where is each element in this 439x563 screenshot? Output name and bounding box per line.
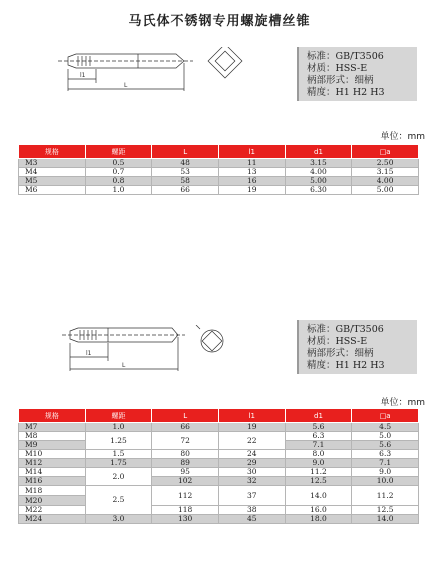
cell-L: 95	[152, 468, 219, 477]
dim-L-label: L	[122, 362, 126, 369]
col-header-pitch: 螺距	[85, 409, 152, 423]
cell-size: M22	[19, 506, 86, 515]
cell-l1: 29	[218, 459, 285, 468]
cell-pitch: 3.0	[85, 515, 152, 524]
cell-size: M10	[19, 450, 86, 459]
cell-size: M18	[19, 486, 86, 496]
cell-pitch: 0.8	[85, 177, 152, 186]
table-row	[19, 468, 419, 477]
spec-box-1	[297, 47, 417, 101]
spec-material: 材质：HSS-E	[307, 336, 368, 347]
cell-a: 4.00	[352, 177, 419, 186]
cell-size: M14	[19, 468, 86, 477]
cell-d1: 14.0	[285, 486, 352, 506]
cell-d1: 9.0	[285, 459, 352, 468]
col-header-d1: d1	[285, 145, 352, 159]
cell-pitch: 2.0	[85, 468, 152, 486]
cell-l1: 13	[218, 168, 285, 177]
spec-table-2	[18, 408, 419, 524]
cell-L: 112	[152, 486, 219, 506]
cell-a: 4.5	[352, 423, 419, 432]
cell-a: 10.0	[352, 477, 419, 486]
spec-shank: 柄部形式：细柄	[307, 348, 374, 359]
table-row	[19, 186, 419, 195]
cell-a: 3.15	[352, 168, 419, 177]
col-header-l1: l1	[218, 145, 285, 159]
dim-L-label: L	[124, 82, 128, 89]
cell-L: 80	[152, 450, 219, 459]
table-header-row	[19, 409, 419, 423]
cell-L: 72	[152, 432, 219, 450]
cell-pitch: 1.25	[85, 432, 152, 450]
cell-d1: 6.30	[285, 186, 352, 195]
cell-d1: 3.15	[285, 159, 352, 168]
cell-L: 130	[152, 515, 219, 524]
cell-d1: 18.0	[285, 515, 352, 524]
cell-size: M6	[19, 186, 86, 195]
cell-L: 58	[152, 177, 219, 186]
cell-l1: 32	[218, 477, 285, 486]
cell-L: 53	[152, 168, 219, 177]
cell-size: M4	[19, 168, 86, 177]
cell-pitch: 1.5	[85, 450, 152, 459]
cell-l1: 19	[218, 423, 285, 432]
cell-pitch: 1.0	[85, 186, 152, 195]
table-row	[19, 432, 419, 441]
spec-precision: 精度：H1 H2 H3	[307, 87, 385, 98]
cell-d1: 6.3	[285, 432, 352, 441]
cell-l1: 38	[218, 506, 285, 515]
cell-a: 7.1	[352, 459, 419, 468]
table-row	[19, 515, 419, 524]
cell-d1: 7.1	[285, 441, 352, 450]
cell-l1: 37	[218, 486, 285, 506]
col-header-l1: l1	[218, 409, 285, 423]
table-row	[19, 477, 419, 486]
spec-table-1	[18, 144, 419, 195]
cell-l1: 45	[218, 515, 285, 524]
col-header-a: □a	[352, 145, 419, 159]
cell-L: 89	[152, 459, 219, 468]
cell-a: 5.00	[352, 186, 419, 195]
cell-size: M16	[19, 477, 86, 486]
cell-a: 12.5	[352, 506, 419, 515]
col-header-L: L	[152, 409, 219, 423]
dim-l1-label: l1	[80, 72, 86, 79]
cell-size: M20	[19, 496, 86, 506]
col-header-size: 规格	[19, 145, 86, 159]
cell-L: 66	[152, 423, 219, 432]
table-row	[19, 506, 419, 515]
cell-a: 6.3	[352, 450, 419, 459]
col-header-size: 规格	[19, 409, 86, 423]
table-row	[19, 450, 419, 459]
cell-a: 2.50	[352, 159, 419, 168]
cell-pitch: 1.0	[85, 423, 152, 432]
cell-size: M9	[19, 441, 86, 450]
cell-size: M7	[19, 423, 86, 432]
cell-L: 118	[152, 506, 219, 515]
page-title: 马氏体不锈钢专用螺旋槽丝锥	[128, 14, 311, 29]
cell-size: M3	[19, 159, 86, 168]
cell-a: 5.6	[352, 441, 419, 450]
cell-d1: 11.2	[285, 468, 352, 477]
col-header-L: L	[152, 145, 219, 159]
cell-size: M24	[19, 515, 86, 524]
spec-box-2	[297, 320, 417, 374]
spec-material: 材质：HSS-E	[307, 63, 368, 74]
cell-d1: 8.0	[285, 450, 352, 459]
cell-pitch: 1.75	[85, 459, 152, 468]
cell-d1: 12.5	[285, 477, 352, 486]
cell-d1: 16.0	[285, 506, 352, 515]
cell-l1: 16	[218, 177, 285, 186]
table-header-row	[19, 145, 419, 159]
cell-l1: 24	[218, 450, 285, 459]
col-header-d1: d1	[285, 409, 352, 423]
cell-pitch: 0.7	[85, 168, 152, 177]
unit-label-1: 单位：mm	[380, 132, 425, 142]
tap-drawing-small	[48, 47, 248, 99]
cell-size: M5	[19, 177, 86, 186]
cell-L: 48	[152, 159, 219, 168]
cell-l1: 19	[218, 186, 285, 195]
cell-l1: 11	[218, 159, 285, 168]
table-row	[19, 159, 419, 168]
cell-size: M8	[19, 432, 86, 441]
cell-d1: 4.00	[285, 168, 352, 177]
table-row	[19, 168, 419, 177]
cell-size: M12	[19, 459, 86, 468]
col-header-pitch: 螺距	[85, 145, 152, 159]
cell-d1: 5.00	[285, 177, 352, 186]
spec-shank: 柄部形式：细柄	[307, 75, 374, 86]
table-row	[19, 486, 419, 496]
col-header-a: □a	[352, 409, 419, 423]
cell-l1: 22	[218, 432, 285, 450]
table-row	[19, 177, 419, 186]
tap-drawing-large	[60, 325, 250, 375]
cell-d1: 5.6	[285, 423, 352, 432]
cell-a: 5.0	[352, 432, 419, 441]
table-row	[19, 423, 419, 432]
cell-L: 66	[152, 186, 219, 195]
spec-standard: 标准：GB/T3506	[307, 51, 384, 62]
cell-pitch: 2.5	[85, 486, 152, 515]
spec-precision: 精度：H1 H2 H3	[307, 360, 385, 371]
dim-l1-label: l1	[86, 350, 92, 357]
table-row	[19, 459, 419, 468]
cell-pitch: 0.5	[85, 159, 152, 168]
spec-standard: 标准：GB/T3506	[307, 324, 384, 335]
cell-a: 11.2	[352, 486, 419, 506]
cell-a: 14.0	[352, 515, 419, 524]
unit-label-2: 单位：mm	[380, 398, 425, 408]
cell-L: 102	[152, 477, 219, 486]
cell-a: 9.0	[352, 468, 419, 477]
cell-l1: 30	[218, 468, 285, 477]
